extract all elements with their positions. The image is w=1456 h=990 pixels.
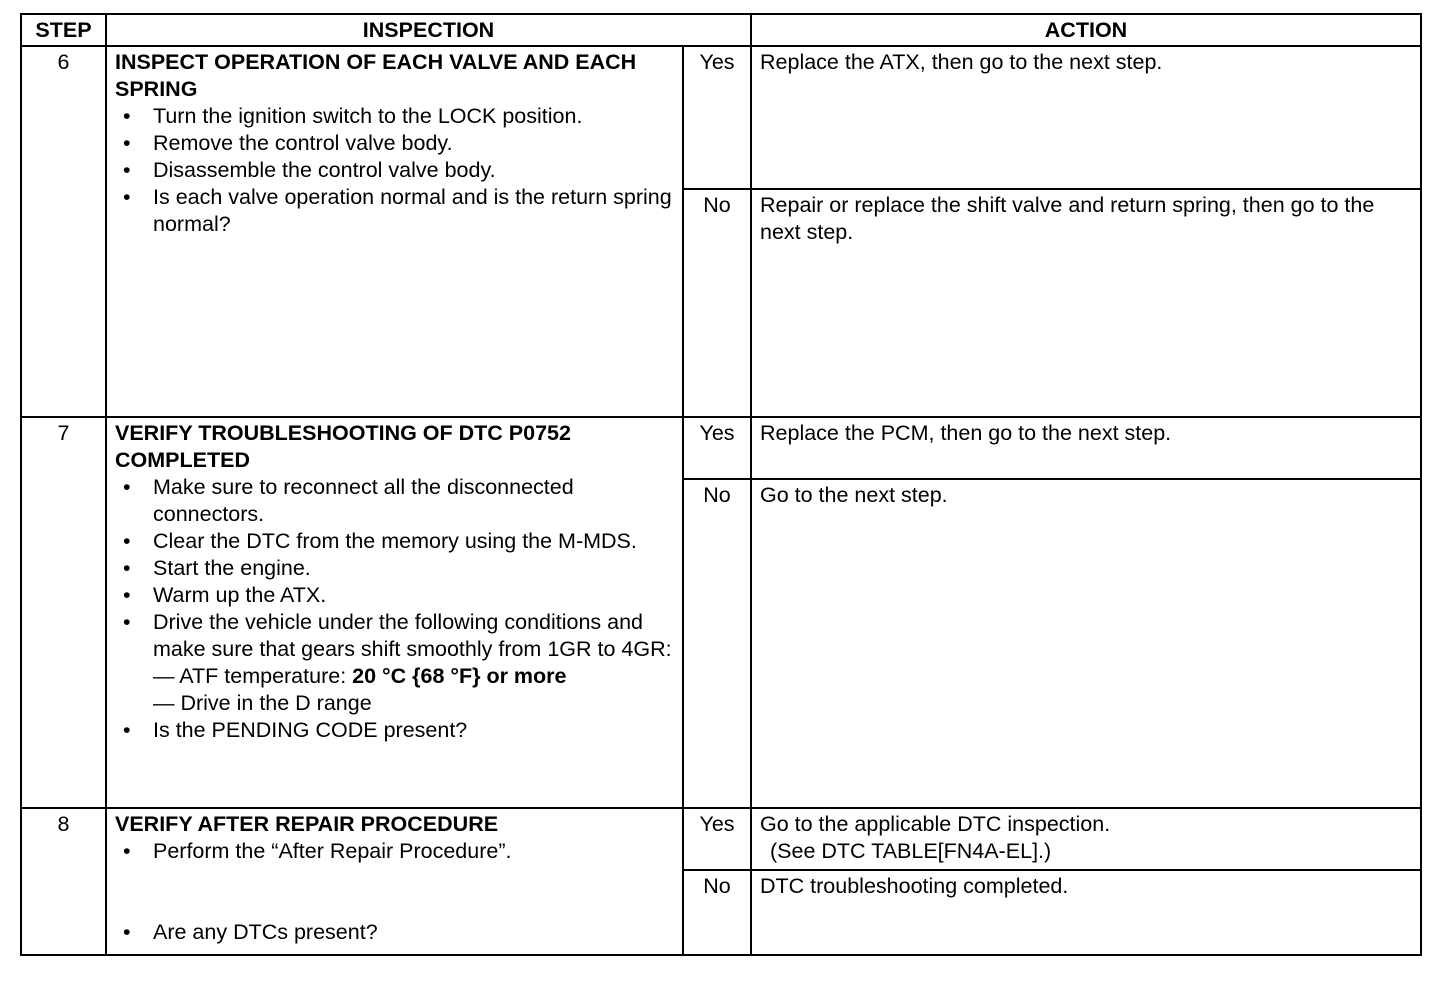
list-item-text: Drive the vehicle under the following conditions and make sure that gears shift smoothly from 1GR to 4GR: (153, 610, 672, 661)
table-row (21, 417, 1421, 479)
list-item: • Remove the control valve body. (153, 130, 674, 157)
list-item: • Turn the ignition switch to the LOCK position. (153, 103, 674, 130)
bullet-list (115, 838, 674, 946)
table-row (21, 46, 1421, 189)
list-item: • Perform the “After Repair Procedure”. (153, 838, 674, 865)
yes-action: Replace the PCM, then go to the next step. (751, 417, 1421, 479)
list-item: • Warm up the ATX. (153, 582, 674, 609)
list-item: • Is each valve operation normal and is the return spring normal? (153, 184, 674, 238)
header-action: ACTION (751, 14, 1421, 46)
yes-action-cell (751, 808, 1421, 870)
step-number: 6 (21, 46, 106, 417)
inspection-title: VERIFY TROUBLESHOOTING OF DTC P0752 COMPLETED (115, 421, 571, 472)
condition-value: 20 °C {68 °F} or more (352, 664, 567, 688)
yes-label: Yes (683, 46, 751, 189)
header-inspection: INSPECTION (106, 14, 751, 46)
condition-range: — Drive in the D range (153, 691, 372, 715)
header-step: STEP (21, 14, 106, 46)
no-action: Go to the next step. (751, 479, 1421, 808)
inspection-title: VERIFY AFTER REPAIR PROCEDURE (115, 812, 499, 836)
list-item: • Start the engine. (153, 555, 674, 582)
step-number: 7 (21, 417, 106, 808)
list-item (153, 609, 674, 717)
yes-label: Yes (683, 417, 751, 479)
bullet-list (115, 474, 674, 744)
yes-label: Yes (683, 808, 751, 870)
step-number: 8 (21, 808, 106, 955)
inspection-title: INSPECT OPERATION OF EACH VALVE AND EACH SPRING (115, 50, 637, 101)
header-row (21, 14, 1421, 46)
table-row (21, 808, 1421, 870)
no-action: Repair or replace the shift valve and return spring, then go to the next step. (751, 189, 1421, 417)
inspection-cell (106, 417, 683, 808)
condition-temperature (153, 663, 674, 690)
list-item: • Disassemble the control valve body. (153, 157, 674, 184)
list-item: • Make sure to reconnect all the disconnected connectors. (153, 474, 674, 528)
yes-action: Go to the applicable DTC inspection. (760, 812, 1111, 836)
inspection-cell (106, 808, 683, 955)
bullet-list (115, 103, 674, 238)
no-label: No (683, 479, 751, 808)
yes-action: Replace the ATX, then go to the next step. (751, 46, 1421, 189)
no-label: No (683, 870, 751, 955)
list-item: • Are any DTCs present? (153, 919, 674, 946)
no-label: No (683, 189, 751, 417)
list-item: • Clear the DTC from the memory using the M-MDS. (153, 528, 674, 555)
no-action: DTC troubleshooting completed. (751, 870, 1421, 955)
list-item: • Is the PENDING CODE present? (153, 717, 674, 744)
inspection-cell (106, 46, 683, 417)
dtc-troubleshooting-table (20, 13, 1422, 956)
dtc-table-reference: (See DTC TABLE[FN4A-EL].) (770, 839, 1052, 863)
condition-prefix: — ATF temperature: (153, 664, 353, 688)
